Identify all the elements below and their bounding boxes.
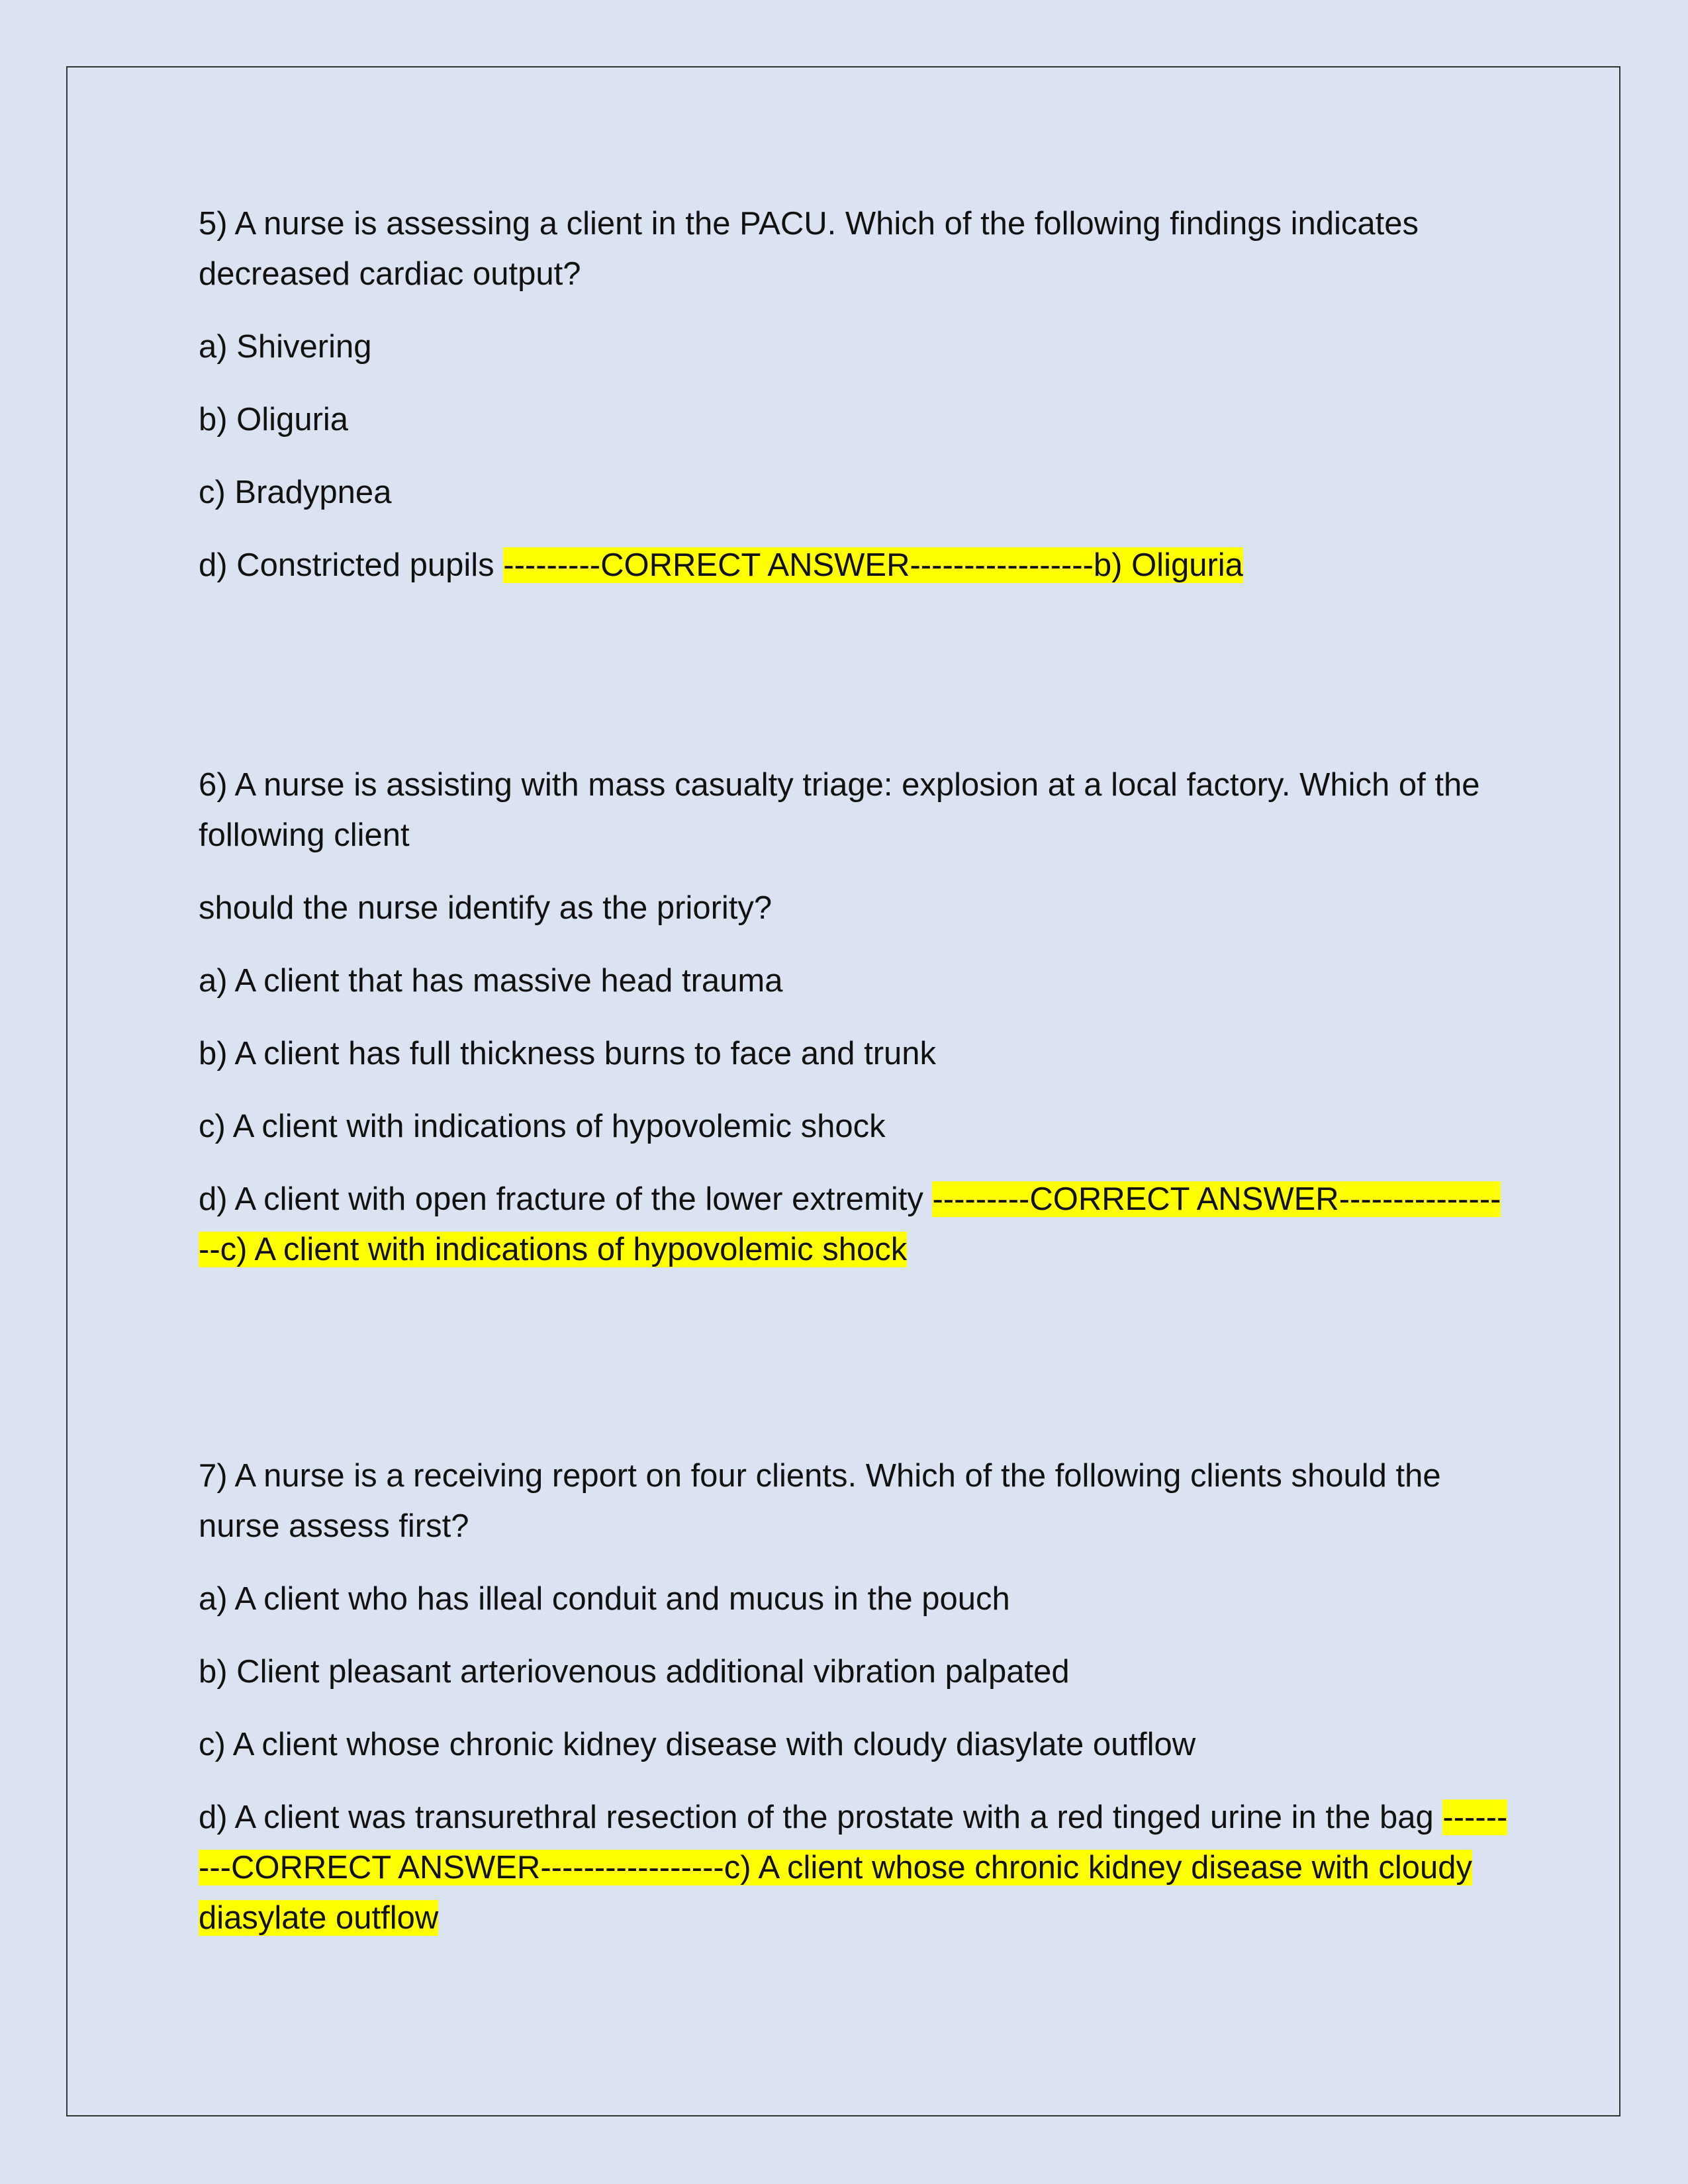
correct-answer-highlight: ---------CORRECT ANSWER-----------------b) Oliguria bbox=[503, 547, 1243, 583]
option-c: c) A client whose chronic kidney disease with cloudy diasylate outflow bbox=[199, 1727, 1196, 1762]
option-c: c) A client with indications of hypovolemic shock bbox=[199, 1109, 886, 1144]
option-b: b) Client pleasant arteriovenous additional vibration palpated bbox=[199, 1654, 1070, 1690]
correct-answer-highlight: ---------CORRECT ANSWER-----------------c) A client with indications of hypovolemic shock bbox=[199, 1181, 1501, 1267]
option-a: a) A client who has illeal conduit and mucus in the pouch bbox=[199, 1581, 1010, 1617]
option-b: b) A client has full thickness burns to face and trunk bbox=[199, 1036, 937, 1071]
document-content bbox=[199, 199, 1509, 1966]
question-stem: 5) A nurse is assessing a client in the PACU. Which of the following findings indicates decreased cardiac output? bbox=[199, 206, 1419, 292]
option-d: d) A client was transurethral resection of the prostate with a red tinged urine in the bag bbox=[199, 1799, 1443, 1835]
question-stem: 7) A nurse is a receiving report on four clients. Which of the following clients should the nurse assess first? bbox=[199, 1458, 1441, 1544]
option-a: a) A client that has massive head trauma bbox=[199, 963, 783, 999]
option-d: d) A client with open fracture of the lower extremity bbox=[199, 1181, 933, 1217]
option-d-with-answer bbox=[199, 540, 1509, 590]
option-d-with-answer bbox=[199, 1792, 1509, 1943]
question-stem-continued: should the nurse identify as the priority? bbox=[199, 890, 773, 926]
question-5 bbox=[199, 199, 1509, 590]
question-6 bbox=[199, 760, 1509, 1275]
option-a: a) Shivering bbox=[199, 329, 372, 365]
question-7 bbox=[199, 1451, 1509, 1943]
option-b: b) Oliguria bbox=[199, 402, 349, 437]
option-d-with-answer bbox=[199, 1174, 1509, 1275]
correct-answer-highlight: ---------CORRECT ANSWER-----------------c) A client whose chronic kidney disease with cloudy diasylate outflow bbox=[199, 1799, 1508, 1936]
option-d: d) Constricted pupils bbox=[199, 547, 504, 583]
question-stem: 6) A nurse is assisting with mass casualty triage: explosion at a local factory. Which of the following client bbox=[199, 767, 1480, 853]
option-c: c) Bradypnea bbox=[199, 475, 392, 510]
